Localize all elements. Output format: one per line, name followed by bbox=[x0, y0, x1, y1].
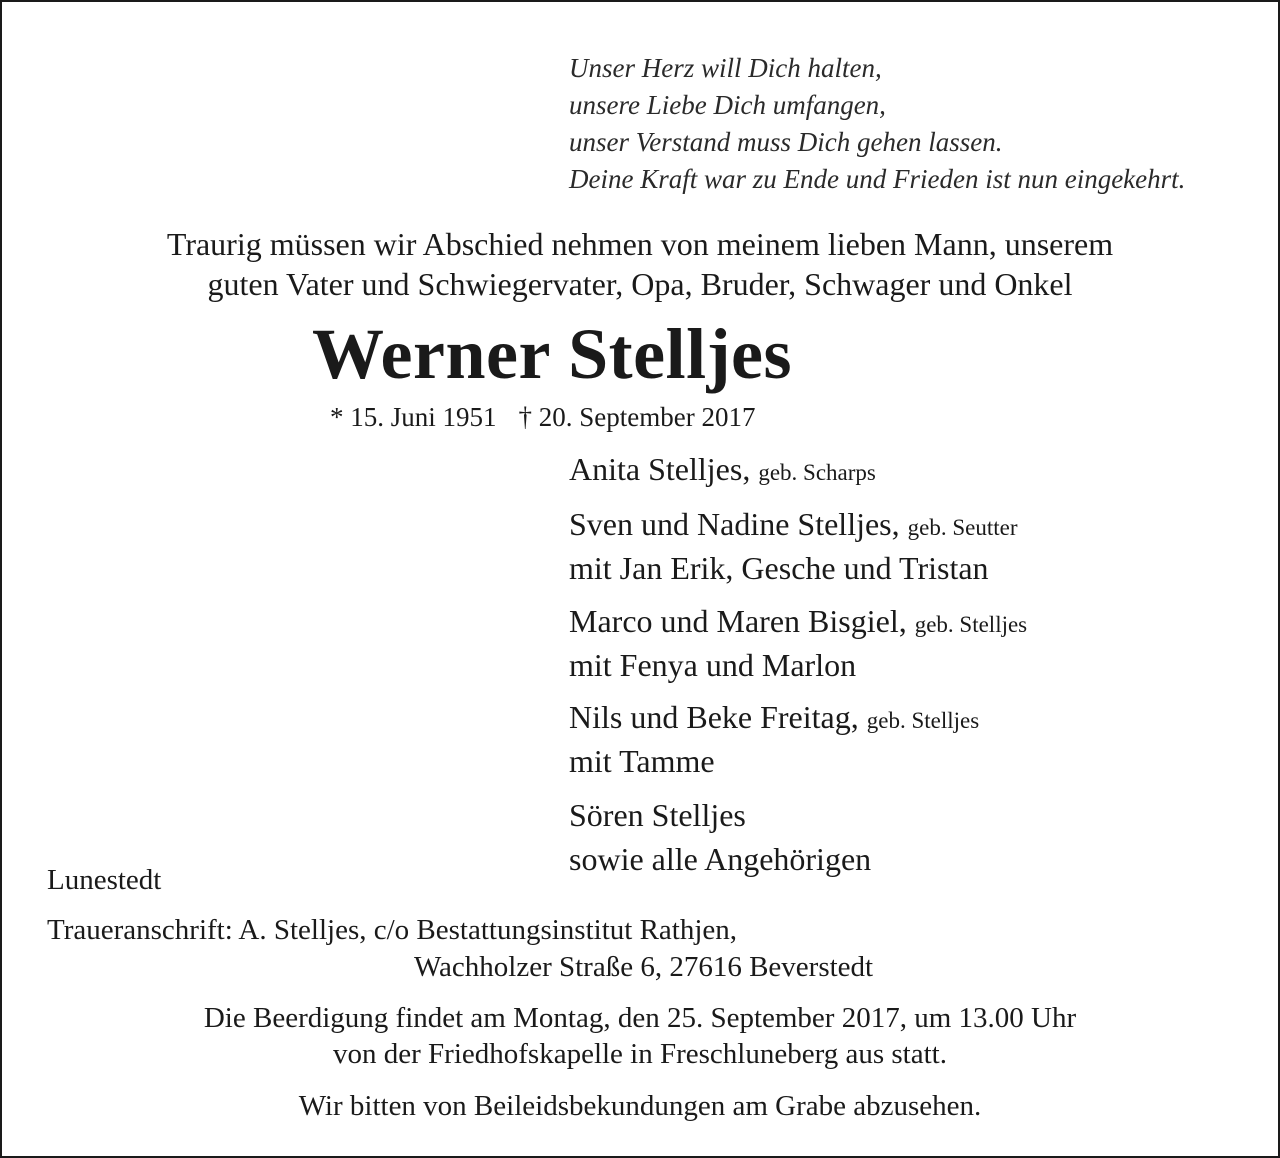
family-entry bbox=[569, 601, 1027, 685]
family-member-name: Marco und Maren Bisgiel, bbox=[569, 603, 907, 639]
family-entry bbox=[569, 504, 1017, 588]
place: Lunestedt bbox=[47, 864, 162, 896]
family-children: mit Tamme bbox=[569, 743, 715, 779]
maiden-name: geb. Scharps bbox=[758, 460, 876, 485]
closing-note: Wir bitten von Beileidsbekundungen am Grabe abzusehen. bbox=[298, 1090, 982, 1122]
family-member-name: Sven und Nadine Stelljes, bbox=[569, 506, 900, 542]
life-dates bbox=[330, 400, 755, 434]
family-children: mit Jan Erik, Gesche und Tristan bbox=[569, 550, 989, 586]
funeral-line: von der Friedhofskapelle in Freschluneberg aus statt. bbox=[333, 1038, 947, 1070]
maiden-name: geb. Stelljes bbox=[914, 612, 1028, 637]
intro-line: guten Vater und Schwiegervater, Opa, Bruder, Schwager und Onkel bbox=[207, 266, 1073, 302]
death-date: † 20. September 2017 bbox=[518, 402, 756, 432]
funeral-line: Die Beerdigung findet am Montag, den 25. September 2017, um 13.00 Uhr bbox=[203, 1002, 1077, 1034]
mourning-address-line: Traueranschrift: A. Stelljes, c/o Bestattungsinstitut Rathjen, bbox=[47, 914, 738, 946]
family-entry bbox=[569, 697, 979, 781]
family-entry bbox=[569, 795, 871, 879]
maiden-name: geb. Seutter bbox=[907, 515, 1018, 540]
funeral-info bbox=[0, 1000, 1280, 1072]
family-member-name: Anita Stelljes, bbox=[569, 451, 751, 487]
intro-line: Traurig müssen wir Abschied nehmen von meinem lieben Mann, unserem bbox=[166, 226, 1114, 262]
family-member-name: Nils und Beke Freitag, bbox=[569, 699, 859, 735]
family-children: mit Fenya und Marlon bbox=[569, 647, 857, 683]
mourning-address-line: Wachholzer Straße 6, 27616 Beverstedt bbox=[414, 951, 874, 983]
poem-line: Deine Kraft war zu Ende und Frieden ist nun eingekehrt. bbox=[569, 164, 1186, 194]
deceased-name: Werner Stelljes bbox=[312, 314, 793, 394]
family-entry bbox=[569, 449, 876, 493]
family-member-name: Sören Stelljes bbox=[569, 797, 746, 833]
maiden-name: geb. Stelljes bbox=[866, 708, 980, 733]
poem-line: Unser Herz will Dich halten, bbox=[569, 53, 882, 83]
poem-line: unsere Liebe Dich umfangen, bbox=[569, 90, 886, 120]
birth-date: * 15. Juni 1951 bbox=[330, 402, 497, 432]
poem bbox=[569, 50, 1185, 198]
poem-line: unser Verstand muss Dich gehen lassen. bbox=[569, 127, 1003, 157]
intro-text bbox=[0, 224, 1280, 304]
family-extra: sowie alle Angehörigen bbox=[569, 841, 872, 877]
